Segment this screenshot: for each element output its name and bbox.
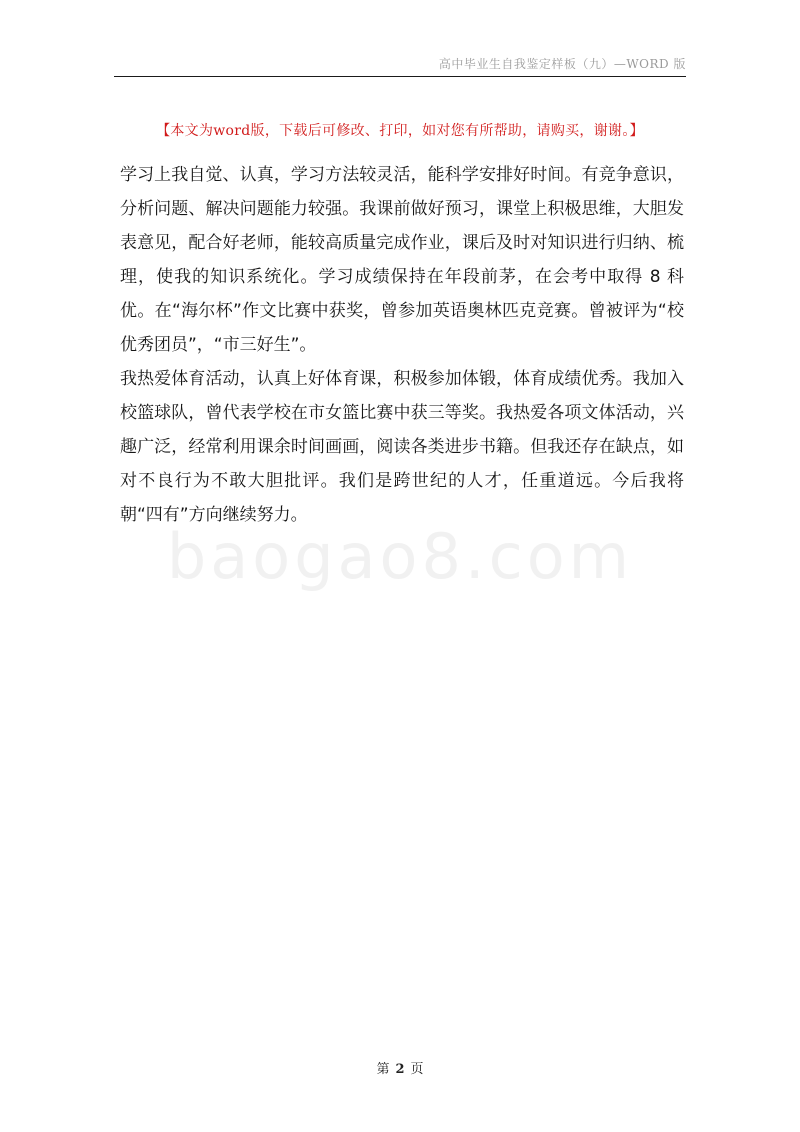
purchase-notice: 【本文为word版，下载后可修改、打印，如对您有所帮助，请购买，谢谢。】 xyxy=(156,123,644,139)
paragraph-sports: 我热爱体育活动，认真上好体育课，积极参加体锻，体育成绩优秀。我加入校篮球队，曾代表学校在市女篮比赛中获三等奖。我热爱各项文体活动，兴趣广泛，经常利用课余时间画画，阅读各类进步书籍。但我还存在缺点，如对不良行为不敢大胆批评。我们是跨世纪的人才，任重道远。今后我将朝“四有”方向继续努力。 xyxy=(120,369,684,525)
document-body xyxy=(120,158,684,532)
watermark: baogao8.com xyxy=(166,520,634,593)
running-header: 高中毕业生自我鉴定样板（九）—WORD 版 xyxy=(438,57,686,71)
page-number: 2 xyxy=(395,1062,405,1077)
footer-prefix: 第 xyxy=(376,1062,390,1077)
header-divider xyxy=(114,76,686,77)
page-footer xyxy=(0,1058,800,1077)
paragraph-study: 学习上我自觉、认真，学习方法较灵活，能科学安排好时间。有竞争意识，分析问题、解决问题能力较强。我课前做好预习，课堂上积极思维，大胆发表意见，配合好老师，能较高质量完成作业，课后及时对知识进行归纳、梳理，使我的知识系统化。学习成绩保持在年段前茅，在会考中取得 8 科优。在“海尔杯”作文比赛中获奖，曾参加英语奥林匹克竞赛。曾被评为“校优秀团员”，“市三好生”。 xyxy=(120,165,684,355)
footer-suffix: 页 xyxy=(410,1062,424,1077)
